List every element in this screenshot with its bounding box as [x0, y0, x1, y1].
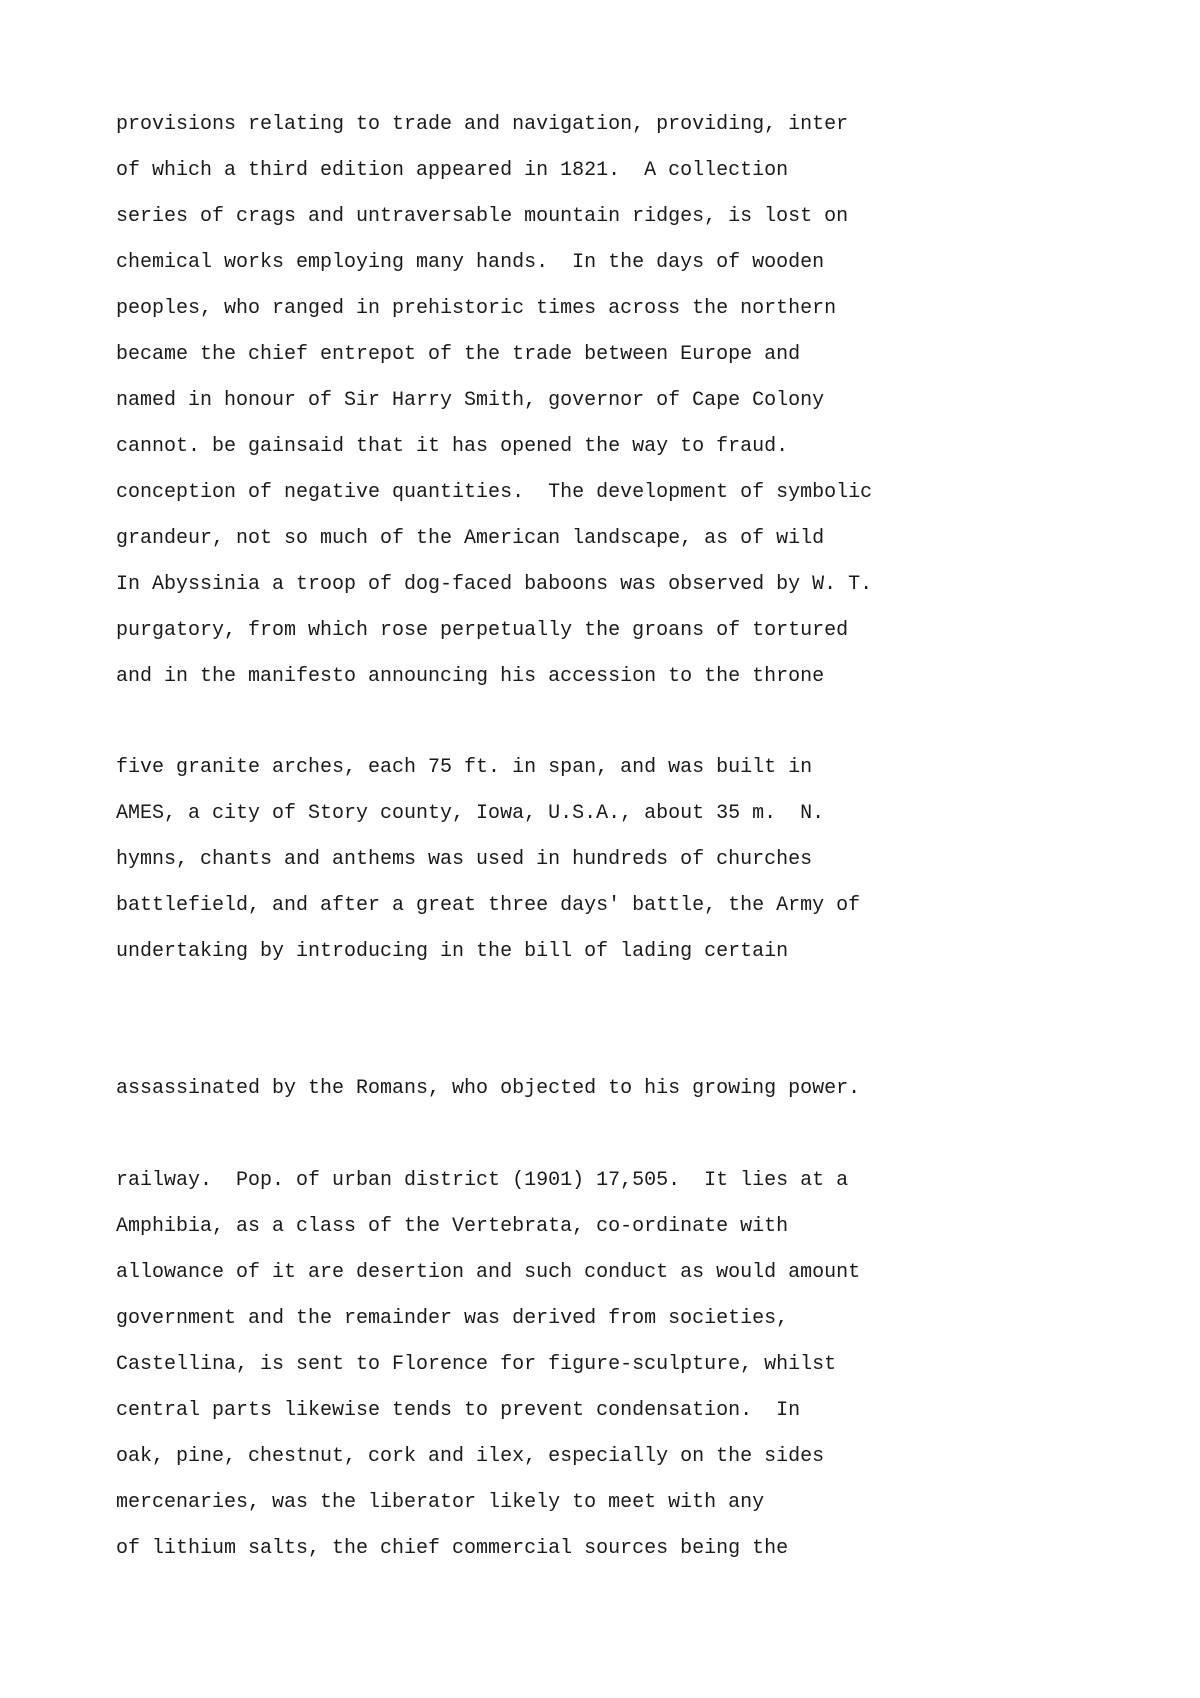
text-line: purgatory, from which rose perpetually the groans of tortured: [116, 619, 849, 642]
text-line: peoples, who ranged in prehistoric times across the northern: [116, 297, 837, 320]
text-block: [116, 1158, 860, 1572]
text-line: five granite arches, each 75 ft. in span, and was built in: [116, 756, 813, 779]
text-block: [116, 745, 860, 975]
text-line: named in honour of Sir Harry Smith, governor of Cape Colony: [116, 389, 825, 412]
text-block: [116, 102, 872, 700]
text-line: battlefield, and after a great three days' battle, the Army of: [116, 894, 861, 917]
text-line: undertaking by introducing in the bill of lading certain: [116, 940, 789, 963]
text-line: government and the remainder was derived from societies,: [116, 1307, 789, 1330]
text-line: provisions relating to trade and navigation, providing, inter: [116, 113, 849, 136]
text-line: of which a third edition appeared in 1821. A collection: [116, 159, 789, 182]
text-line: conception of negative quantities. The development of symbolic: [116, 481, 873, 504]
text-line: cannot. be gainsaid that it has opened the way to fraud.: [116, 435, 789, 458]
text-line: chemical works employing many hands. In the days of wooden: [116, 251, 825, 274]
text-line: and in the manifesto announcing his accession to the throne: [116, 665, 825, 688]
text-line: In Abyssinia a troop of dog-faced baboons was observed by W. T.: [116, 573, 873, 596]
text-line: mercenaries, was the liberator likely to meet with any: [116, 1491, 765, 1514]
text-line: railway. Pop. of urban district (1901) 17,505. It lies at a: [116, 1169, 849, 1192]
text-line: oak, pine, chestnut, cork and ilex, especially on the sides: [116, 1445, 825, 1468]
text-line: Amphibia, as a class of the Vertebrata, co-ordinate with: [116, 1215, 789, 1238]
text-line: allowance of it are desertion and such conduct as would amount: [116, 1261, 861, 1284]
text-block: [116, 1066, 860, 1112]
text-line: became the chief entrepot of the trade between Europe and: [116, 343, 801, 366]
text-line: AMES, a city of Story county, Iowa, U.S.A., about 35 m. N.: [116, 802, 825, 825]
text-line: assassinated by the Romans, who objected to his growing power.: [116, 1077, 861, 1100]
text-line: central parts likewise tends to prevent condensation. In: [116, 1399, 801, 1422]
text-line: of lithium salts, the chief commercial sources being the: [116, 1537, 789, 1560]
text-line: Castellina, is sent to Florence for figure-sculpture, whilst: [116, 1353, 837, 1376]
text-line: grandeur, not so much of the American landscape, as of wild: [116, 527, 825, 550]
text-line: hymns, chants and anthems was used in hundreds of churches: [116, 848, 813, 871]
text-line: series of crags and untraversable mountain ridges, is lost on: [116, 205, 849, 228]
